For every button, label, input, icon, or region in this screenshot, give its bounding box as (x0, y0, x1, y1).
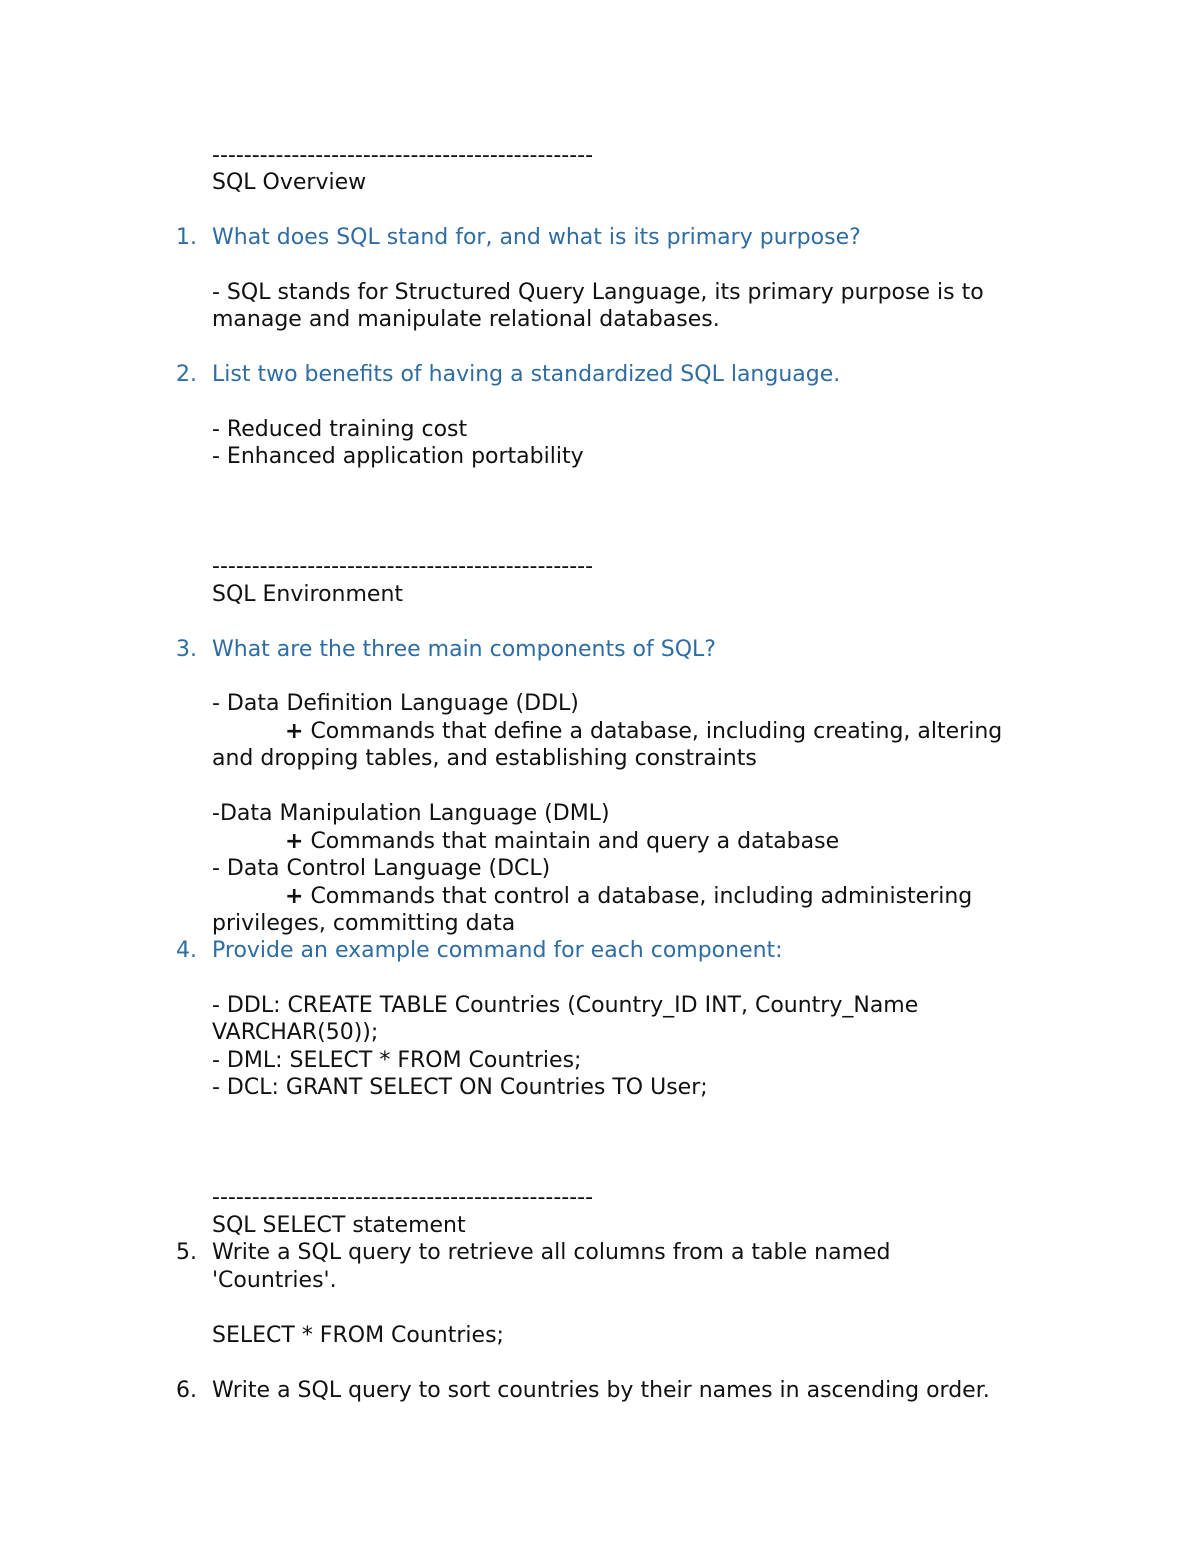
answer-text: privileges, committing data (212, 911, 516, 936)
answer-subitem (285, 828, 839, 856)
answer-text: - Data Control Language (DCL) (212, 856, 551, 881)
section-title: SQL Environment (212, 582, 404, 607)
answer-text: - DCL: GRANT SELECT ON Countries TO User; (212, 1075, 708, 1100)
question-text: Write a SQL query to retrieve all columns from a table named (212, 1240, 891, 1265)
question-text: What does SQL stand for, and what is its primary purpose? (212, 225, 861, 250)
section-title: SQL Overview (212, 170, 367, 195)
plus-icon: + (285, 719, 304, 744)
section-separator: ------------------------------------------------ (212, 1185, 594, 1210)
answer-text: SELECT * FROM Countries; (212, 1323, 504, 1348)
answer-text: - SQL stands for Structured Query Language, its primary purpose is to (212, 280, 984, 305)
question-text: Write a SQL query to sort countries by their names in ascending order. (212, 1378, 990, 1403)
question-text: List two benefits of having a standardized SQL language. (212, 362, 841, 387)
answer-subitem-text: Commands that define a database, including creating, altering (310, 719, 1003, 744)
answer-text: and dropping tables, and establishing constraints (212, 746, 757, 771)
question-number: 2. (176, 362, 197, 387)
plus-icon: + (285, 829, 304, 854)
question-text: 'Countries'. (212, 1268, 337, 1293)
plus-icon: + (285, 884, 304, 909)
section-separator: ------------------------------------------------ (212, 554, 594, 579)
answer-text: VARCHAR(50)); (212, 1020, 379, 1045)
answer-subitem-text: Commands that maintain and query a database (310, 829, 840, 854)
section-title: SQL SELECT statement (212, 1213, 466, 1238)
question-text: Provide an example command for each component: (212, 938, 783, 963)
answer-item: - Reduced training cost (212, 417, 468, 442)
question-text: What are the three main components of SQL? (212, 637, 716, 662)
answer-subitem (285, 718, 1002, 746)
answer-text: -Data Manipulation Language (DML) (212, 801, 610, 826)
question-number: 3. (176, 637, 197, 662)
question-number: 1. (176, 225, 197, 250)
answer-subitem (285, 883, 972, 911)
answer-text: - DML: SELECT * FROM Countries; (212, 1048, 582, 1073)
answer-subitem-text: Commands that control a database, including administering (310, 884, 973, 909)
answer-text: - DDL: CREATE TABLE Countries (Country_ID INT, Country_Name (212, 993, 919, 1018)
answer-text: - Data Definition Language (DDL) (212, 691, 579, 716)
answer-item: - Enhanced application portability (212, 444, 584, 469)
answer-text: manage and manipulate relational databases. (212, 307, 720, 332)
question-number: 5. (176, 1240, 197, 1265)
question-number: 4. (176, 938, 197, 963)
section-separator: ------------------------------------------------ (212, 143, 594, 168)
question-number: 6. (176, 1378, 197, 1403)
